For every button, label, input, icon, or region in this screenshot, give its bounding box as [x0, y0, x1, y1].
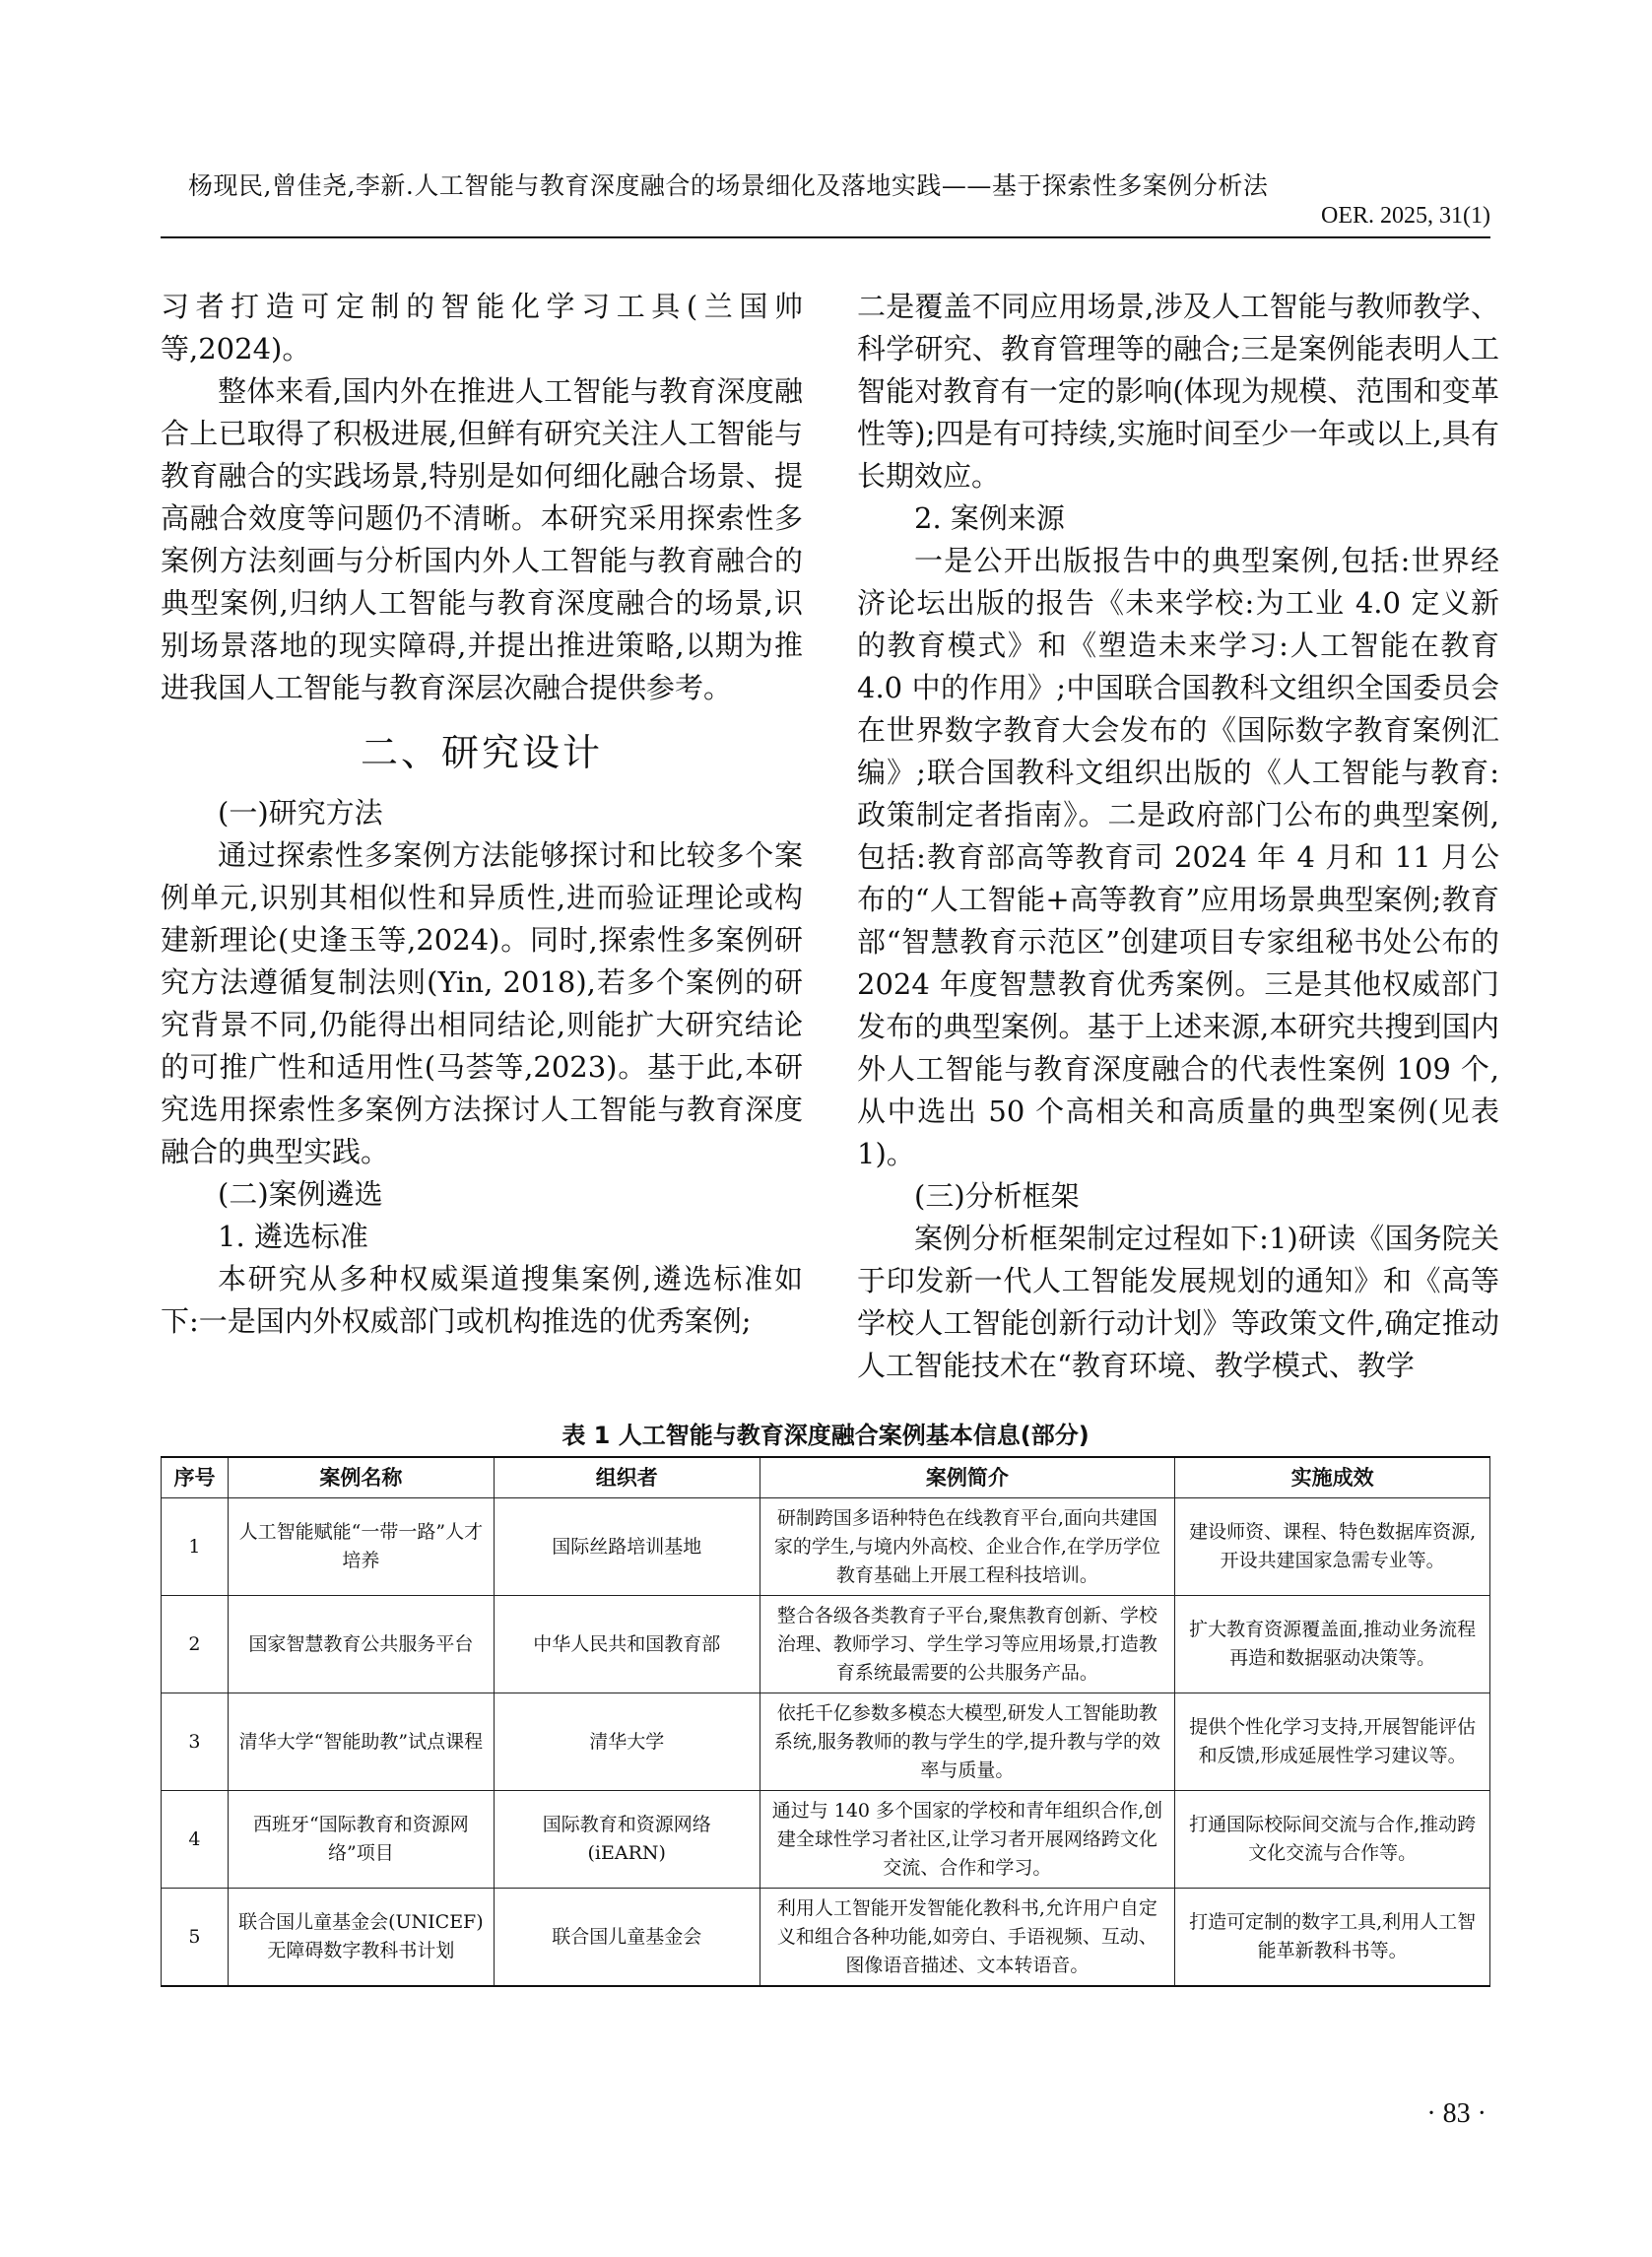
table-cell: 国际教育和资源网络(iEARN)	[494, 1791, 760, 1889]
table-cell: 打造可定制的数字工具,利用人工智能革新教科书等。	[1175, 1889, 1490, 1987]
table-cell: 2	[162, 1596, 229, 1693]
column-header: 实施成效	[1175, 1457, 1490, 1498]
table-cell: 清华大学“智能助教”试点课程	[228, 1693, 494, 1791]
table-cell: 国家智慧教育公共服务平台	[228, 1596, 494, 1693]
running-header	[161, 166, 1490, 234]
paragraph: 一是公开出版报告中的典型案例,包括:世界经济论坛出版的报告《未来学校:为工业 4.0 定义新的教育模式》和《塑造未来学习:人工智能在教育 4.0 中的作用》;中国联合国教科文组织全国委员会在世界数字教育大会发布的《国际数字教育案例汇编》;联合国教科文组织出版的《人工智能与教育:政策制定者指南》。二是政府部门公布的典型案例,包括:教育部高等教育司 2024 年 4 月和 11 月公布的“人工智能+高等教育”应用场景典型案例;教育部“智慧教育示范区”创建项目专家组秘书处公布的 2024 年度智慧教育优秀案例。三是其他权威部门发布的典型案例。基于上述来源,本研究共搜到国内外人工智能与教育深度融合的代表性案例 109 个,从中选出 50 个高相关和高质量的典型案例(见表 1)。	[857, 544, 1499, 1170]
header-journal: OER. 2025, 31(1)	[1321, 203, 1490, 229]
subsection-heading: (二)案例遴选	[218, 1177, 383, 1211]
subsection-heading: (一)研究方法	[218, 796, 383, 830]
header-citation: 杨现民,曾佳尧,李新.人工智能与教育深度融合的场景细化及落地实践——基于探索性多案例分析法	[188, 171, 1269, 200]
table-cell: 1	[162, 1498, 229, 1596]
case-table	[161, 1456, 1490, 1987]
table-row	[162, 1889, 1490, 1987]
table-row	[162, 1693, 1490, 1791]
paragraph: 习者打造可定制的智能化学习工具(兰国帅等,2024)。	[161, 290, 803, 365]
table-cell: 整合各级各类教育子平台,聚焦教育创新、学校治理、教师学习、学生学习等应用场景,打造教育系统最需要的公共服务产品。	[760, 1596, 1175, 1693]
table-cell: 依托千亿参数多模态大模型,研发人工智能助教系统,服务教师的教与学生的学,提升教与学的效率与质量。	[760, 1693, 1175, 1791]
left-column	[161, 286, 803, 1343]
subsection-heading: 2. 案例来源	[914, 501, 1065, 535]
column-header: 案例简介	[760, 1457, 1175, 1498]
table-cell: 研制跨国多语种特色在线教育平台,面向共建国家的学生,与境内外高校、企业合作,在学历学位教育基础上开展工程科技培训。	[760, 1498, 1175, 1596]
table-cell: 人工智能赋能“一带一路”人才培养	[228, 1498, 494, 1596]
subsection-heading: 1. 遴选标准	[218, 1220, 368, 1253]
column-header: 序号	[162, 1457, 229, 1498]
table-cell: 清华大学	[494, 1693, 760, 1791]
table-cell: 联合国儿童基金会	[494, 1889, 760, 1987]
paragraph: 通过探索性多案例方法能够探讨和比较多个案例单元,识别其相似性和异质性,进而验证理论或构建新理论(史逢玉等,2024)。同时,探索性多案例研究方法遵循复制法则(Yin, 2018),若多个案例的研究背景不同,仍能得出相同结论,则能扩大研究结论的可推广性和适用性(马荟等,2023)。基于此,本研究选用探索性多案例方法探讨人工智能与教育深度融合的典型实践。	[161, 838, 803, 1168]
paragraph: 二是覆盖不同应用场景,涉及人工智能与教师教学、科学研究、教育管理等的融合;三是案例能表明人工智能对教育有一定的影响(体现为规模、范围和变革性等);四是有可持续,实施时间至少一年或以上,具有长期效应。	[857, 290, 1499, 493]
table-cell: 通过与 140 多个国家的学校和青年组织合作,创建全球性学习者社区,让学习者开展网络跨文化交流、合作和学习。	[760, 1791, 1175, 1889]
table-cell: 国际丝路培训基地	[494, 1498, 760, 1596]
table-cell: 中华人民共和国教育部	[494, 1596, 760, 1693]
paragraph: 本研究从多种权威渠道搜集案例,遴选标准如下:一是国内外权威部门或机构推选的优秀案例;	[161, 1262, 803, 1338]
table-cell: 利用人工智能开发智能化教科书,允许用户自定义和组合各种功能,如旁白、手语视频、互动、图像语音描述、文本转语音。	[760, 1889, 1175, 1987]
table-cell: 提供个性化学习支持,开展智能评估和反馈,形成延展性学习建议等。	[1175, 1693, 1490, 1791]
table-cell: 5	[162, 1889, 229, 1987]
column-header: 组织者	[494, 1457, 760, 1498]
subsection-heading: (三)分析框架	[914, 1179, 1080, 1213]
table-cell: 西班牙“国际教育和资源网络”项目	[228, 1791, 494, 1889]
paragraph: 案例分析框架制定过程如下:1)研读《国务院关于印发新一代人工智能发展规划的通知》和《高等学校人工智能创新行动计划》等政策文件,确定推动人工智能技术在“教育环境、教学模式、教学	[857, 1222, 1499, 1382]
table-header-row	[162, 1457, 1490, 1498]
table-cell: 打通国际校际间交流与合作,推动跨文化交流与合作等。	[1175, 1791, 1490, 1889]
column-header: 案例名称	[228, 1457, 494, 1498]
table-caption: 表 1 人工智能与教育深度融合案例基本信息(部分)	[562, 1422, 1090, 1449]
table-cell: 4	[162, 1791, 229, 1889]
table-row	[162, 1596, 1490, 1693]
table-cell: 扩大教育资源覆盖面,推动业务流程再造和数据驱动决策等。	[1175, 1596, 1490, 1693]
table-cell: 3	[162, 1693, 229, 1791]
table-cell: 联合国儿童基金会(UNICEF)无障碍数字教科书计划	[228, 1889, 494, 1987]
right-column	[857, 286, 1499, 1387]
table-cell: 建设师资、课程、特色数据库资源,开设共建国家急需专业等。	[1175, 1498, 1490, 1596]
section-title: 二、研究设计	[360, 731, 603, 774]
table-row	[162, 1498, 1490, 1596]
paragraph: 整体来看,国内外在推进人工智能与教育深度融合上已取得了积极进展,但鲜有研究关注人工智能与教育融合的实践场景,特别是如何细化融合场景、提高融合效度等问题仍不清晰。本研究采用探索性多案例方法刻画与分析国内外人工智能与教育融合的典型案例,归纳人工智能与教育深度融合的场景,识别场景落地的现实障碍,并提出推进策略,以期为推进我国人工智能与教育深层次融合提供参考。	[161, 374, 803, 704]
header-rule	[161, 236, 1490, 238]
page-number: · 83 ·	[1426, 2098, 1487, 2129]
table-row	[162, 1791, 1490, 1889]
